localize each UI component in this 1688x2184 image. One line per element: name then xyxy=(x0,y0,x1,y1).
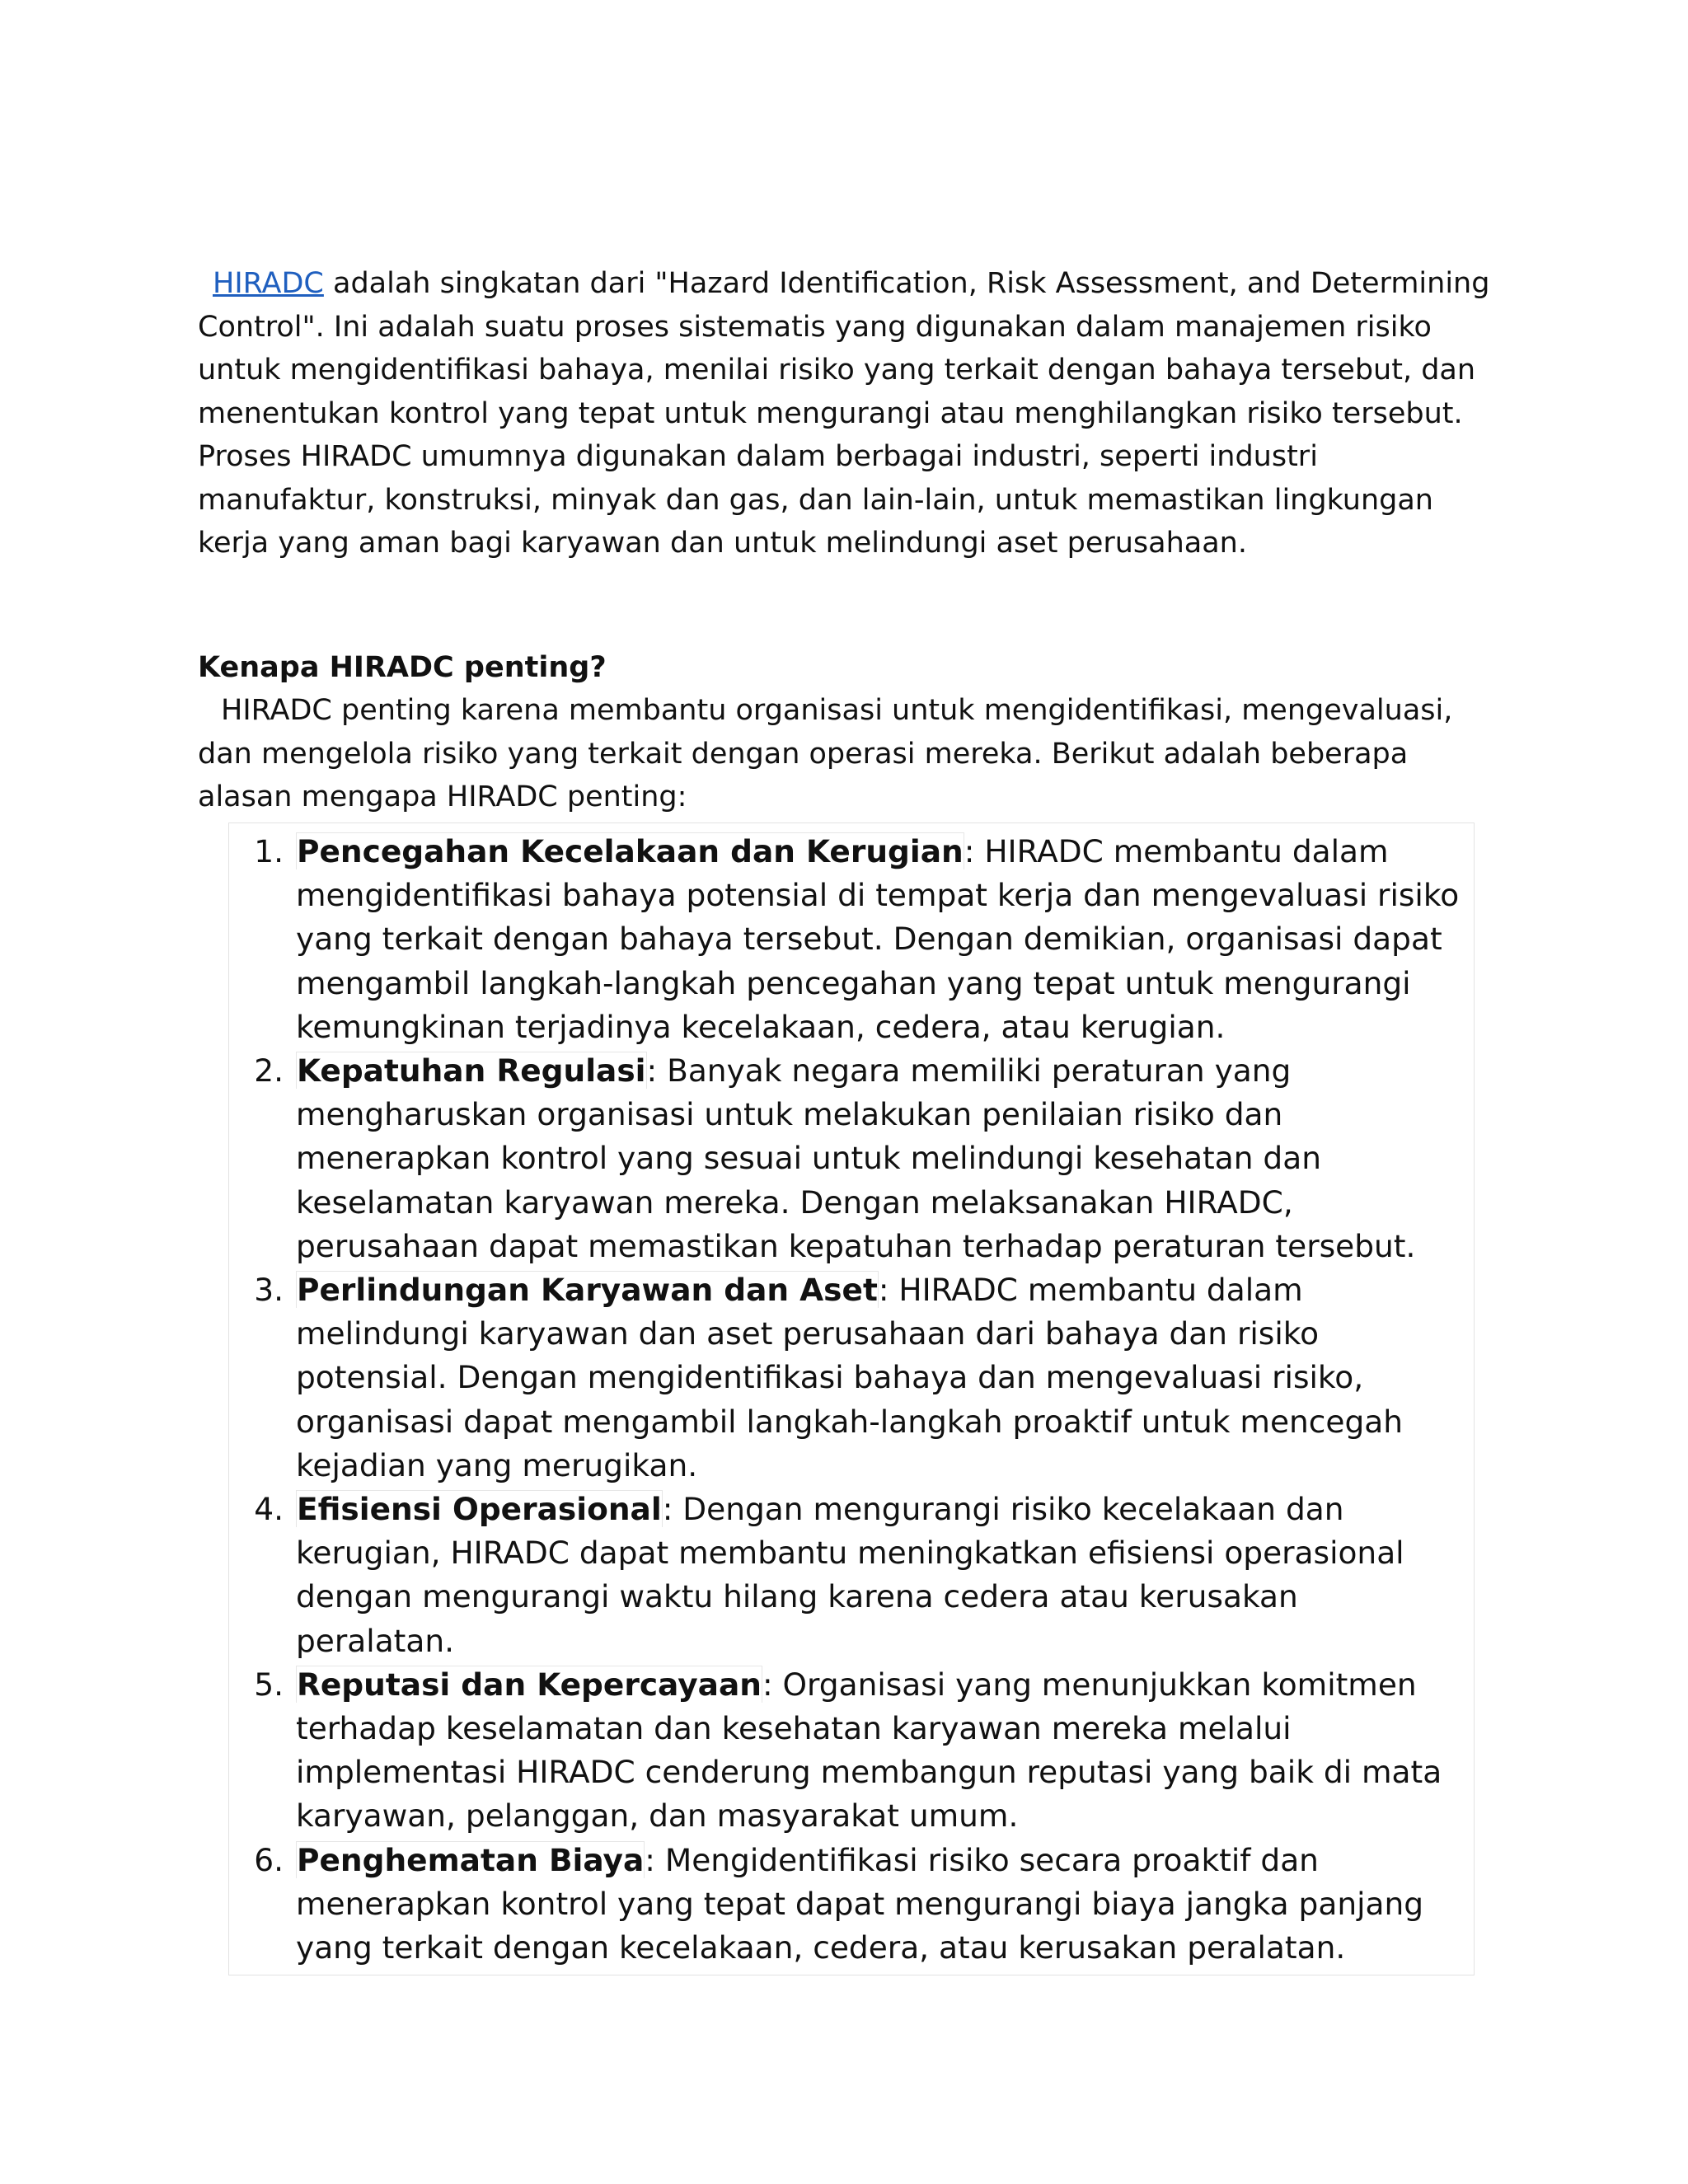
reasons-box xyxy=(228,823,1475,1975)
list-item xyxy=(229,1049,1462,1268)
list-item xyxy=(229,1268,1462,1488)
list-number: 1. xyxy=(254,833,284,869)
list-item-text: : HIRADC membantu dalam melindungi karyawan dan aset perusahaan dari bahaya dan risiko potensial. Dengan mengidentifikasi bahaya dan mengevaluasi risiko, organisasi dapat mengambil langkah-langkah proaktif untuk mencegah kejadian yang merugikan. xyxy=(296,1272,1404,1483)
section-lead: HIRADC penting karena membantu organisasi untuk mengidentifikasi, mengevaluasi, dan mengelola risiko yang terkait dengan operasi mereka. Berikut adalah beberapa alasan mengapa HIRADC penting: xyxy=(198,694,1453,813)
hiradc-link[interactable]: HIRADC xyxy=(213,267,324,300)
intro-text: adalah singkatan dari "Hazard Identification, Risk Assessment, and Determining Control". Ini adalah suatu proses sistematis yang digunakan dalam manajemen risiko untuk mengidentifikasi bahaya, menilai risiko yang terkait dengan bahaya tersebut, dan menentukan kontrol yang tepat untuk mengurangi atau menghilangkan risiko tersebut. Proses HIRADC umumnya digunakan dalam berbagai industri, seperti industri manufaktur, konstruksi, minyak dan gas, dan lain-lain, untuk memastikan lingkungan kerja yang aman bagi karyawan dan untuk melindungi aset perusahaan. xyxy=(198,267,1490,560)
list-item xyxy=(229,830,1462,1049)
list-number: 4. xyxy=(254,1491,284,1528)
section-heading: Kenapa HIRADC penting? xyxy=(198,650,607,684)
list-item-title: Kepatuhan Regulasi xyxy=(297,1052,646,1090)
list-item-text: : Organisasi yang menunjukkan komitmen terhadap keselamatan dan kesehatan karyawan mereka melalui implementasi HIRADC cenderung membangun reputasi yang baik di mata karyawan, pelanggan, dan masyarakat umum. xyxy=(296,1666,1442,1835)
list-item-text: : Mengidentifikasi risiko secara proaktif dan menerapkan kontrol yang tepat dapat mengurangi biaya jangka panjang yang terkait dengan kecelakaan, cedera, atau kerusakan peralatan. xyxy=(296,1841,1424,1966)
list-item-title: Efisiensi Operasional xyxy=(297,1491,662,1528)
list-item-text: : Dengan mengurangi risiko kecelakaan dan kerugian, HIRADC dapat membantu meningkatkan efisiensi operasional dengan mengurangi waktu hilang karena cedera atau kerusakan peralatan. xyxy=(296,1491,1404,1659)
list-number: 6. xyxy=(254,1841,284,1878)
list-number: 2. xyxy=(254,1052,284,1090)
list-item-title: Reputasi dan Kepercayaan xyxy=(297,1666,762,1703)
list-item xyxy=(229,1488,1462,1663)
list-item xyxy=(229,1663,1462,1839)
list-item-title: Perlindungan Karyawan dan Aset xyxy=(297,1272,878,1309)
list-item-text: : Banyak negara memiliki peraturan yang mengharuskan organisasi untuk melakukan penilaian risiko dan menerapkan kontrol yang sesuai untuk melindungi kesehatan dan keselamatan karyawan mereka. Dengan melaksanakan HIRADC, perusahaan dapat memastikan kepatuhan terhadap peraturan tersebut. xyxy=(296,1052,1416,1264)
reasons-list xyxy=(229,830,1462,1970)
list-item-title: Pencegahan Kecelakaan dan Kerugian xyxy=(297,833,964,869)
list-item-title: Penghematan Biaya xyxy=(297,1841,645,1878)
list-number: 5. xyxy=(254,1666,284,1703)
list-item-text: : HIRADC membantu dalam mengidentifikasi bahaya potensial di tempat kerja dan mengevaluasi risiko yang terkait dengan bahaya tersebut. Dengan demikian, organisasi dapat mengambil langkah-langkah pencegahan yang tepat untuk mengurangi kemungkinan terjadinya kecelakaan, cedera, atau kerugian. xyxy=(296,833,1460,1045)
list-number: 3. xyxy=(254,1272,284,1309)
intro-paragraph xyxy=(198,262,1500,565)
document-page xyxy=(198,262,1500,1966)
list-item xyxy=(229,1839,1462,1971)
